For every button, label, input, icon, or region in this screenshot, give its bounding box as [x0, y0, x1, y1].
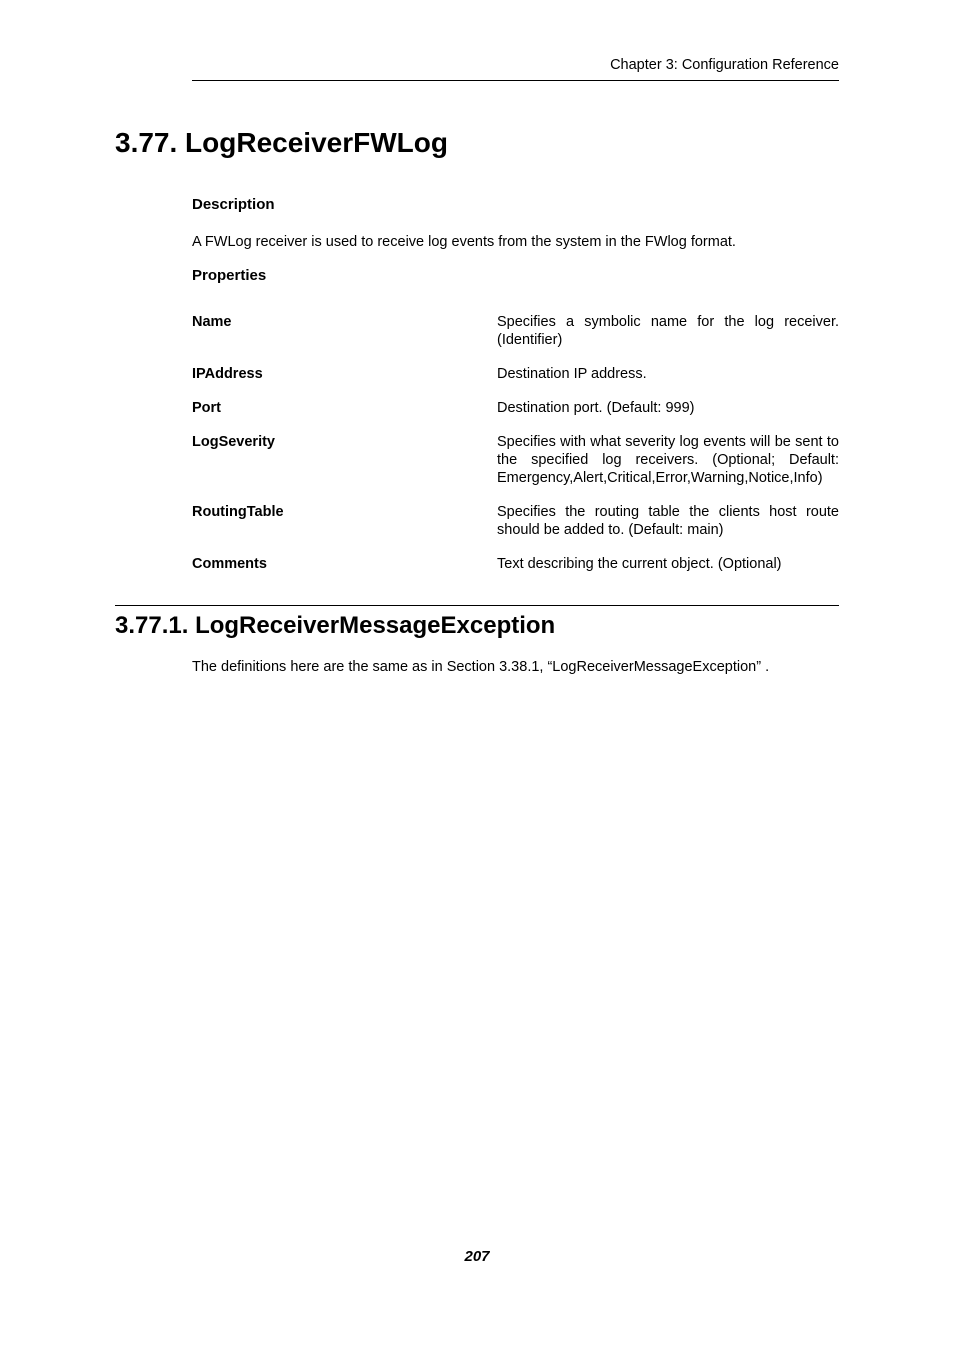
property-name: IPAddress [192, 366, 263, 382]
property-row [192, 503, 839, 539]
property-name: Port [192, 400, 221, 416]
subsection-title: 3.77.1. LogReceiverMessageException [115, 612, 556, 639]
property-row [192, 365, 839, 383]
section-title: 3.77. LogReceiverFWLog [115, 127, 448, 158]
property-description: Text describing the current object. (Optional) [497, 556, 782, 572]
property-name: LogSeverity [192, 434, 275, 450]
property-row [192, 399, 839, 417]
property-row [192, 433, 839, 487]
description-heading: Description [192, 196, 275, 213]
running-header-title: Chapter 3: Configuration Reference [610, 57, 839, 73]
description-text: A FWLog receiver is used to receive log events from the system in the FWlog format. [192, 234, 736, 250]
property-description: Specifies the routing table the clients host route should be added to. (Default: main) [497, 504, 839, 538]
properties-table [192, 313, 839, 589]
subsection-text: The definitions here are the same as in Section 3.38.1, “LogReceiverMessageException” . [192, 659, 770, 675]
property-row [192, 555, 839, 573]
running-header [192, 55, 839, 81]
property-name: Comments [192, 556, 267, 572]
properties-heading: Properties [192, 267, 267, 284]
property-name: Name [192, 314, 232, 330]
property-description: Destination IP address. [497, 366, 647, 382]
property-name: RoutingTable [192, 504, 284, 520]
property-description: Destination port. (Default: 999) [497, 400, 695, 416]
subsection-divider [115, 605, 839, 606]
property-description: Specifies with what severity log events will be sent to the specified log receivers. (Optional; Default: Emergency,Alert,Critical,Error,Warning,Notice,Info) [497, 434, 839, 486]
property-description: Specifies a symbolic name for the log receiver. (Identifier) [497, 314, 839, 348]
property-row [192, 313, 839, 349]
page-number: 207 [464, 1248, 490, 1265]
